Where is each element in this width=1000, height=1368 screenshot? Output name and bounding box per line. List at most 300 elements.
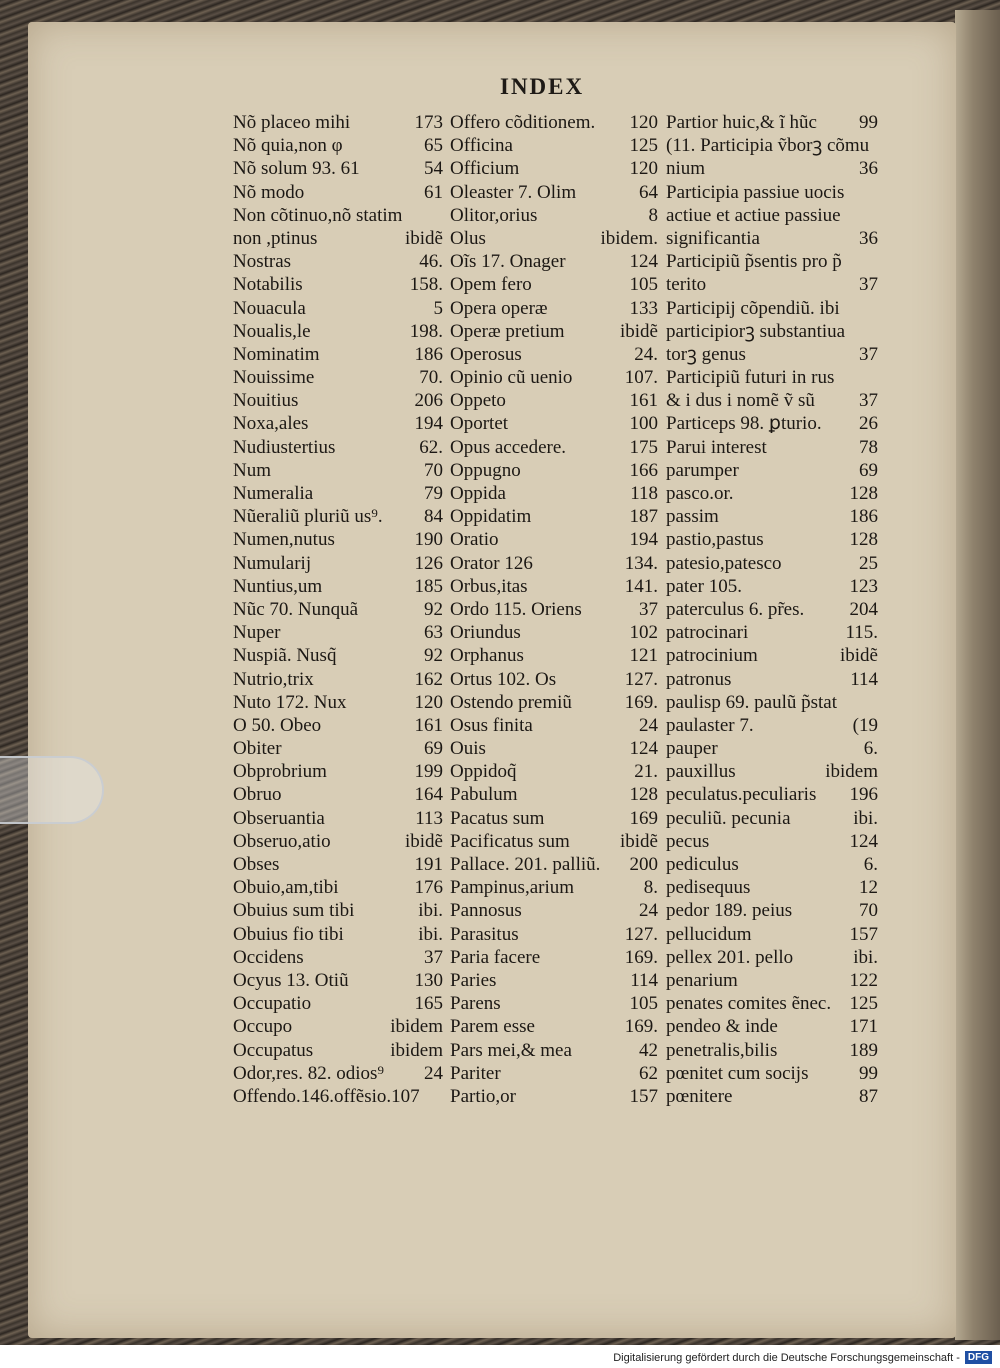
index-entry	[666, 876, 878, 899]
index-page-ref: 127.	[624, 668, 658, 690]
index-page-ref: ibi.	[853, 946, 878, 968]
index-term: penarium	[666, 969, 738, 991]
index-entry	[233, 250, 443, 273]
index-term: Paria facere	[450, 946, 541, 968]
index-page-ref: 171	[849, 1016, 878, 1038]
index-page-ref: 124	[849, 830, 878, 852]
index-entry	[233, 575, 443, 598]
index-page-ref: 36	[859, 158, 878, 180]
index-page-ref: 37	[639, 598, 658, 620]
index-page-ref: 107.	[624, 367, 658, 389]
index-term: Nũeraliũ pluriũ us⁹.	[233, 506, 383, 528]
index-page-ref: 100	[629, 413, 658, 435]
index-term: Ouis	[450, 738, 486, 760]
index-term: paulaster 7.	[666, 714, 754, 736]
index-entry	[450, 343, 658, 366]
index-entry	[450, 830, 658, 853]
index-term: Osus finita	[450, 714, 533, 736]
index-page-ref: 200	[629, 854, 658, 875]
index-entry	[666, 621, 878, 644]
index-entry	[666, 691, 878, 714]
footer-text: Digitalisierung gefördert durch die Deutsche Forschungsgemeinschaft -	[613, 1351, 960, 1364]
index-page-ref: 8	[648, 204, 658, 226]
index-page-ref: 130	[414, 969, 443, 991]
index-term: pellucidum	[666, 923, 752, 945]
index-term: passim	[666, 506, 719, 528]
index-entry	[450, 807, 658, 830]
index-entry	[233, 111, 443, 134]
index-page-ref: 63	[424, 622, 443, 644]
index-entry	[233, 807, 443, 830]
index-entry	[666, 668, 878, 691]
index-entry	[233, 830, 443, 853]
index-page-ref: 124	[629, 738, 658, 760]
index-entry	[233, 389, 443, 412]
index-term: Obseruo,atio	[233, 830, 331, 852]
index-entry	[666, 946, 878, 969]
index-term: Officium	[450, 158, 520, 180]
index-entry	[666, 273, 878, 296]
index-entry	[233, 436, 443, 459]
index-term: Pallace. 201. palliũ.	[450, 854, 601, 875]
index-term: Parem esse	[450, 1016, 535, 1038]
index-term: Participia passiue uocis	[666, 181, 845, 203]
index-term: peculatus.peculiaris	[666, 784, 817, 806]
index-page-ref: 120	[629, 112, 658, 133]
index-page-ref: 134.	[624, 552, 658, 574]
index-page-ref: 118	[630, 483, 658, 504]
index-entry	[666, 783, 878, 806]
index-page-ref: 62	[639, 1062, 658, 1084]
index-page-ref: 12	[859, 877, 878, 899]
index-term: Occidens	[233, 946, 304, 968]
index-page-ref: 157	[629, 1085, 658, 1107]
index-term: Pannosus	[450, 900, 522, 922]
index-term: nium	[666, 158, 706, 180]
index-page-ref: 127.	[624, 923, 658, 945]
index-page-ref: 186	[414, 343, 443, 365]
index-term: participiorꝫ substantiua	[666, 320, 846, 342]
index-entry	[666, 1062, 878, 1085]
index-entry	[450, 297, 658, 320]
index-page-ref: ibidẽ	[405, 227, 443, 249]
page-title: INDEX	[500, 74, 585, 99]
index-page-ref: 70	[424, 459, 443, 481]
index-term: Nuspiã. Nusq̃	[233, 645, 337, 667]
index-entry	[450, 204, 658, 227]
index-page-ref: 114	[630, 969, 658, 991]
index-page-ref: 121	[629, 645, 658, 667]
index-column-3	[666, 111, 878, 1108]
index-page-ref: 70.	[419, 367, 443, 389]
index-term: Opus accedere.	[450, 436, 567, 458]
index-page-ref: 46.	[419, 251, 443, 273]
index-term: patesio,patesco	[666, 552, 782, 574]
index-term: Participij cõpendiũ. ibi	[666, 297, 840, 319]
index-page-ref: 165	[414, 993, 443, 1015]
index-entry	[233, 552, 443, 575]
index-entry	[233, 737, 443, 760]
index-entry	[233, 297, 443, 320]
index-entry	[450, 320, 658, 343]
index-page-ref: 37	[859, 343, 878, 365]
index-page-ref: 24	[424, 1062, 443, 1084]
index-term: Particeps 98. ꝑturio.	[666, 413, 822, 435]
index-term: pedisequus	[666, 877, 751, 899]
index-page-ref: 169.	[624, 691, 658, 713]
index-term: pellex 201. pello	[666, 946, 794, 968]
index-term: Ortus 102. Os	[450, 668, 557, 690]
index-page-ref: 126	[414, 552, 443, 574]
index-term: parumper	[666, 459, 739, 481]
index-entry	[233, 598, 443, 621]
index-page-ref: 206	[414, 390, 443, 412]
index-term: Odor,res. 82. odios⁹	[233, 1062, 384, 1084]
index-term: Pabulum	[450, 784, 518, 806]
index-entry	[666, 482, 878, 505]
index-entry	[233, 157, 443, 180]
index-term: (11. Participia ṽborꝫ cõmu	[666, 135, 870, 157]
index-entry	[450, 923, 658, 946]
index-page-ref: 157	[849, 923, 878, 945]
index-term: Opera operæ	[450, 297, 548, 319]
index-entry	[233, 992, 443, 1015]
index-entry	[666, 343, 878, 366]
index-page-ref: 114	[850, 668, 878, 690]
index-term: Oppidatim	[450, 506, 532, 528]
index-term: penates comites ẽnec.	[666, 993, 832, 1015]
index-entry	[233, 1062, 443, 1085]
index-term: Nouissime	[233, 367, 315, 389]
index-entry	[450, 992, 658, 1015]
index-entry	[233, 923, 443, 946]
index-page-ref: 105	[629, 993, 658, 1015]
index-entry	[450, 181, 658, 204]
index-entry	[233, 528, 443, 551]
footer	[613, 1351, 992, 1364]
index-page-ref: 176	[414, 877, 443, 899]
index-term: Nõ modo	[233, 181, 305, 203]
index-term: Oratio	[450, 529, 499, 551]
index-term: Obiter	[233, 738, 282, 760]
index-entry	[450, 946, 658, 969]
index-page-ref: ibidem	[825, 761, 878, 783]
index-term: Operosus	[450, 343, 522, 365]
index-entry	[450, 366, 658, 389]
index-entry	[666, 204, 878, 227]
index-entry	[450, 273, 658, 296]
index-term: Nuto 172. Nux	[233, 691, 347, 713]
index-page-ref: 161	[414, 714, 443, 736]
index-column-2	[450, 111, 658, 1108]
index-page-ref: 164	[414, 784, 443, 806]
index-page-ref: ibidẽ	[840, 645, 878, 667]
index-term: & i dus i nomẽ ṽ sũ	[666, 390, 815, 412]
index-entry	[450, 528, 658, 551]
index-entry	[666, 1085, 878, 1108]
index-entry	[450, 783, 658, 806]
index-term: Orator 126	[450, 552, 533, 574]
index-term: Obuius fio tibi	[233, 923, 344, 945]
index-page-ref: 61	[424, 181, 443, 203]
index-term: Obseruantia	[233, 807, 325, 829]
index-page-ref: 37	[424, 946, 443, 968]
index-page-ref: 141.	[624, 575, 658, 597]
index-page-ref: 99	[859, 1062, 878, 1084]
index-entry	[233, 227, 443, 250]
index-entry	[666, 1039, 878, 1062]
index-page-ref: 128	[629, 784, 658, 806]
index-entry	[666, 181, 878, 204]
index-entry	[233, 366, 443, 389]
index-term: Nõ quia,non φ	[233, 135, 343, 157]
index-term: Numen,nutus	[233, 529, 335, 551]
index-page-ref: 54	[424, 158, 443, 180]
index-page-ref: 92	[424, 645, 443, 667]
index-entry	[666, 459, 878, 482]
index-page-ref: 124	[629, 251, 658, 273]
index-entry	[666, 969, 878, 992]
index-page-ref: 37	[859, 390, 878, 412]
index-term: Noualis,le	[233, 320, 311, 342]
index-term: Participiũ futuri in rus	[666, 367, 835, 389]
index-term: Pacatus sum	[450, 807, 545, 829]
index-entry	[666, 297, 878, 320]
index-term: Obprobrium	[233, 761, 327, 783]
index-term: Nouacula	[233, 297, 306, 319]
index-entry	[233, 343, 443, 366]
index-term: paulisp 69. paulũ p̃stat	[666, 691, 837, 713]
index-term: Nõ solum 93. 61	[233, 158, 360, 180]
index-term: Non cõtinuo,nõ statim	[233, 204, 403, 226]
index-page-ref: 173	[414, 112, 443, 133]
index-page-ref: 42	[639, 1039, 658, 1061]
index-page-ref: 36	[859, 227, 878, 249]
index-term: Nudiustertius	[233, 436, 336, 458]
index-page-ref: ibi.	[418, 900, 443, 922]
index-entry	[450, 899, 658, 922]
index-entry	[666, 714, 878, 737]
index-entry	[450, 737, 658, 760]
index-entry	[450, 714, 658, 737]
index-term: Pariter	[450, 1062, 501, 1084]
index-page-ref: 169.	[624, 946, 658, 968]
index-entry	[233, 134, 443, 157]
index-entry	[450, 1039, 658, 1062]
index-page-ref: 125	[849, 993, 878, 1015]
index-page-ref: 62.	[419, 436, 443, 458]
index-page-ref: 128	[849, 483, 878, 504]
index-term: pauper	[666, 738, 718, 760]
index-page-ref: 122	[849, 969, 878, 991]
index-term: Parasitus	[450, 923, 519, 945]
index-entry	[233, 273, 443, 296]
index-term: pendeo & inde	[666, 1016, 778, 1038]
index-entry	[233, 204, 443, 227]
index-term: Participiũ p̃sentis pro p̃	[666, 251, 842, 273]
index-term: pedor 189. peius	[666, 900, 793, 922]
index-term: penetralis,bilis	[666, 1039, 778, 1061]
index-term: pediculus	[666, 854, 739, 875]
index-entry	[666, 737, 878, 760]
index-term: Oppugno	[450, 459, 521, 481]
book-spine	[955, 10, 1000, 1340]
index-entry	[450, 227, 658, 250]
index-term: Obuio,am,tibi	[233, 877, 339, 899]
index-entry	[666, 412, 878, 435]
index-term: Oĩs 17. Onager	[450, 251, 566, 273]
index-term: pasco.or.	[666, 483, 734, 504]
index-entry	[233, 899, 443, 922]
index-entry	[450, 505, 658, 528]
index-page-ref: ibidẽ	[620, 830, 658, 852]
index-entry	[666, 505, 878, 528]
index-term: Occupo	[233, 1016, 293, 1038]
index-term: Orbus,itas	[450, 575, 528, 597]
index-entry	[666, 644, 878, 667]
index-term: Nouitius	[233, 390, 299, 412]
index-term: Oleaster 7. Olim	[450, 181, 577, 203]
index-entry	[666, 320, 878, 343]
index-page-ref: 24	[639, 900, 658, 922]
index-entry	[450, 621, 658, 644]
index-term: patrocinari	[666, 622, 749, 644]
index-term: pœnitet cum socijs	[666, 1062, 809, 1084]
index-page-ref: 120	[414, 691, 443, 713]
index-entry	[450, 1015, 658, 1038]
index-term: Pacificatus sum	[450, 830, 570, 852]
index-entry	[450, 1085, 658, 1108]
index-entry	[666, 760, 878, 783]
index-term: Orphanus	[450, 645, 524, 667]
index-page-ref: 190	[414, 529, 443, 551]
index-term: Nuntius,um	[233, 575, 323, 597]
index-page-ref: 186	[849, 506, 878, 528]
index-entry	[450, 668, 658, 691]
index-page-ref: 92	[424, 598, 443, 620]
index-entry	[666, 899, 878, 922]
index-entry	[666, 853, 878, 876]
index-term: patrocinium	[666, 645, 758, 667]
index-term: Partior huic,& ĩ hũc	[666, 112, 817, 133]
index-page-ref: 24.	[634, 343, 658, 365]
index-term: Parens	[450, 993, 501, 1015]
index-page-ref: 120	[629, 158, 658, 180]
index-term: Partio,or	[450, 1085, 516, 1107]
index-entry	[450, 157, 658, 180]
index-page-ref: 24	[639, 714, 658, 736]
index-page-ref: 64	[639, 181, 658, 203]
index-term: O 50. Obeo	[233, 714, 322, 736]
index-page-ref: 6.	[863, 738, 878, 760]
index-page-ref: 169.	[624, 1016, 658, 1038]
index-page-ref: 37	[859, 274, 878, 296]
index-entry	[233, 876, 443, 899]
index-page-ref: (19	[852, 714, 878, 736]
index-term: Offendo.146.offẽsio.107	[233, 1085, 420, 1107]
index-page-ref: 204	[849, 598, 878, 620]
index-entry	[666, 528, 878, 551]
index-page-ref: 166	[629, 459, 658, 481]
index-entry	[233, 644, 443, 667]
index-entry	[233, 482, 443, 505]
index-entry	[450, 389, 658, 412]
index-term: Ocyus 13. Otiũ	[233, 969, 349, 991]
index-page-ref: 194	[629, 529, 658, 551]
index-page-ref: 26	[859, 413, 878, 435]
index-term: torꝫ genus	[666, 343, 746, 365]
index-entry	[450, 552, 658, 575]
index-page-ref: ibidem	[390, 1039, 443, 1061]
index-entry	[450, 1062, 658, 1085]
index-page-ref: 158.	[409, 274, 443, 296]
index-entry	[666, 250, 878, 273]
index-page-ref: 128	[849, 529, 878, 551]
index-page-ref: 8.	[643, 877, 658, 899]
index-page-ref: 79	[424, 483, 443, 504]
index-term: Obruo	[233, 784, 282, 806]
index-page-ref: 123	[849, 575, 878, 597]
index-entry	[450, 969, 658, 992]
index-term: Nũc 70. Nunquã	[233, 598, 359, 620]
index-page-ref: 5	[433, 297, 443, 319]
index-page-ref: 84	[424, 506, 443, 528]
index-term: Paries	[450, 969, 497, 991]
index-entry	[233, 783, 443, 806]
index-entry	[233, 181, 443, 204]
index-term: peculiũ. pecunia	[666, 807, 791, 829]
index-page-ref: 125	[629, 135, 658, 157]
index-page-ref: ibidẽ	[620, 320, 658, 342]
index-term: terito	[666, 274, 707, 296]
index-page-ref: ibi.	[418, 923, 443, 945]
index-term: Numeralia	[233, 483, 314, 504]
index-term: patronus	[666, 668, 732, 690]
index-page-ref: 69	[424, 738, 443, 760]
index-entry	[666, 111, 878, 134]
index-entry	[450, 412, 658, 435]
index-entry	[450, 459, 658, 482]
dfg-logo: DFG	[965, 1351, 992, 1364]
index-term: Parui interest	[666, 436, 767, 458]
index-page-ref: 161	[629, 390, 658, 412]
index-entry	[450, 111, 658, 134]
index-term: Obuius sum tibi	[233, 900, 355, 922]
index-term: Nominatim	[233, 343, 320, 365]
index-entry	[666, 575, 878, 598]
index-term: paterculus 6. pr̃es.	[666, 598, 805, 620]
index-term: Num	[233, 459, 271, 481]
index-entry	[450, 134, 658, 157]
index-entry	[450, 250, 658, 273]
index-page-ref: 113	[415, 807, 443, 829]
index-column-1	[233, 111, 443, 1108]
index-entry	[450, 691, 658, 714]
index-entry	[666, 366, 878, 389]
index-term: Ordo 115. Oriens	[450, 598, 582, 620]
index-term: Nostras	[233, 251, 292, 273]
index-page-ref: 25	[859, 552, 878, 574]
index-entry	[666, 1015, 878, 1038]
index-term: pauxillus	[666, 761, 736, 783]
index-page-ref: 191	[414, 854, 443, 875]
index-page-ref: 196	[849, 784, 878, 806]
index-entry	[233, 691, 443, 714]
index-page-ref: 187	[629, 506, 658, 528]
index-term: Officina	[450, 135, 513, 157]
index-page-ref: 199	[414, 761, 443, 783]
index-entry	[233, 853, 443, 876]
